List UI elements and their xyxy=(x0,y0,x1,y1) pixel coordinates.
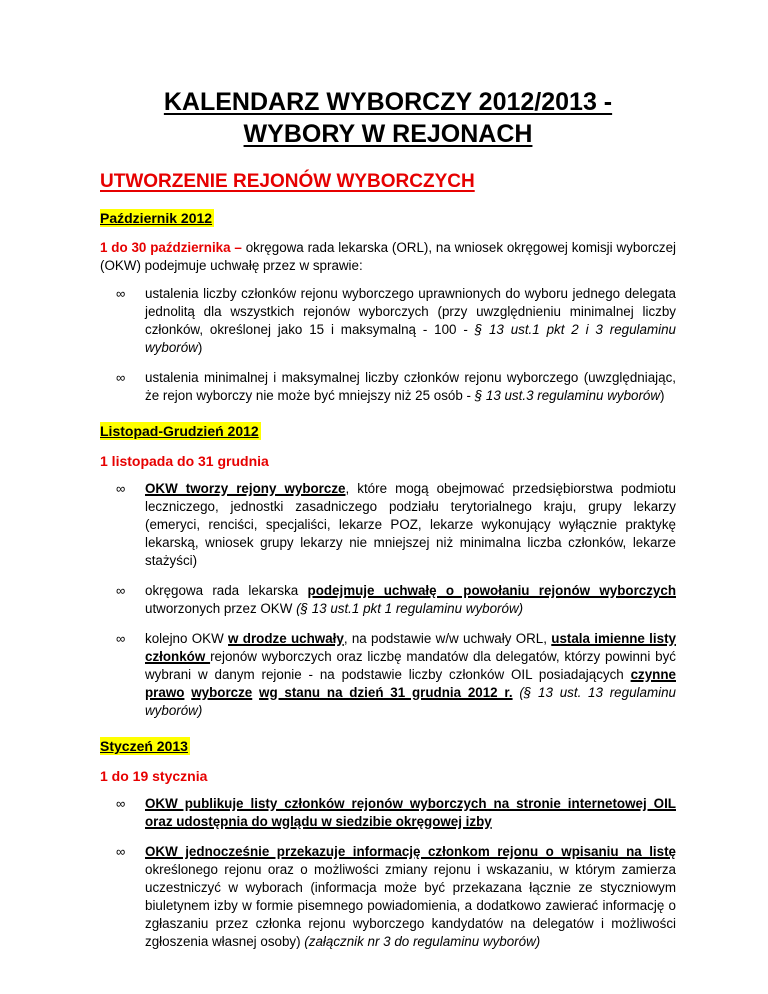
month-block-january xyxy=(100,728,676,755)
title-line-1: KALENDARZ WYBORCZY 2012/2013 - xyxy=(163,88,613,116)
bullet-icon: ∞ xyxy=(116,796,126,811)
regulation-ref: § 13 ust.3 regulaminu wyborów xyxy=(474,388,661,403)
month-label-october: Październik 2012 xyxy=(100,210,213,226)
bullet-icon: ∞ xyxy=(116,481,126,496)
bullet-icon: ∞ xyxy=(116,844,126,859)
regulation-ref: (§ 13 ust.1 pkt 1 regulaminu wyborów) xyxy=(296,601,524,616)
section-heading: UTWORZENIE REJONÓW WYBORCZYCH xyxy=(100,171,475,192)
list-item: ∞ ustalenia liczby członków rejonu wyborczego uprawnionych do wyboru jednego delegata jednolitą dla wszystkich rejonów wyborczych (przy uwzględnieniu minimalnej liczby członków, określonej jako 15 i maksymalną - 100 - § 13 ust.1 pkt 2 i 3 regulaminu wyborów) xyxy=(116,286,676,355)
list-item: ∞ OKW tworzy rejony wyborcze, które mogą obejmować przedsiębiorstwa podmiotu leczniczego, jednostki zasadniczego podziału terytorialnego kraju, grupy lekarzy (emeryci, renciści, specjaliści, lekarze POZ, lekarze wykonujący wyłącznie praktykę lekarską, wniosek grupy lekarzy nie mniejszej niż minimalna liczba członków, lekarze stażyści) xyxy=(116,481,676,568)
october-intro: 1 do 30 października – okręgowa rada lekarska (ORL), na wniosek okręgowej komisji wyborczej (OKW) podejmuje uchwałę przez w sprawie: xyxy=(100,240,677,273)
bullet-icon: ∞ xyxy=(116,631,126,646)
list-item: ∞ ustalenia minimalnej i maksymalnej liczby członków rejonu wyborczego (uwzględniając, że rejon wyborczy nie może być mniejszy niż 25 osób - § 13 ust.3 regulaminu wyborów) xyxy=(116,370,676,403)
october-date-lead: 1 do 30 października – xyxy=(100,240,242,255)
october-list xyxy=(100,285,676,405)
list-item: ∞ OKW jednocześnie przekazuje informację członkom rejonu o wpisaniu na listę określonego rejonu oraz o możliwości zmiany rejonu i wskazaniu, w którym zamierza uczestniczyć w wyborach (informacja może być przekazana łącznie ze styczniowym biuletynem izby w formie pisemnego powiadomienia, a dodatkowo zawierać informację o zgłaszaniu przez członka rejonu wyborczego kandydatów na delegatów i możliwości zgłoszenia własnej osoby) (załącznik nr 3 do regulaminu wyborów) xyxy=(116,844,676,949)
month-label-nov-dec: Listopad-Grudzień 2012 xyxy=(100,423,259,439)
bullet-icon: ∞ xyxy=(116,286,126,301)
nov-dec-list xyxy=(100,480,676,720)
list-item: ∞ okręgowa rada lekarska podejmuje uchwałę o powołaniu rejonów wyborczych utworzonych przez OKW (§ 13 ust.1 pkt 1 regulaminu wyborów) xyxy=(116,583,676,616)
month-block-october xyxy=(100,200,676,227)
document-title xyxy=(100,0,676,150)
january-list xyxy=(100,795,676,951)
month-label-january: Styczeń 2013 xyxy=(100,738,188,754)
bullet-icon: ∞ xyxy=(116,370,126,385)
month-block-nov-dec xyxy=(100,413,676,440)
list-item: ∞ OKW publikuje listy członków rejonów wyborczych na stronie internetowej OIL oraz udostępnia do wglądu w siedzibie okręgowej izby xyxy=(116,796,676,829)
date-head-nov-dec: 1 listopada do 31 grudnia xyxy=(100,453,269,469)
regulation-ref: § 13 ust.1 pkt 2 i 3 regulaminu wyborów xyxy=(145,322,676,355)
date-head-january: 1 do 19 stycznia xyxy=(100,768,208,784)
title-line-2: WYBORY W REJONACH xyxy=(243,120,533,148)
regulation-ref: (§ 13 ust. 13 regulaminu wyborów) xyxy=(145,685,676,718)
regulation-ref: (załącznik nr 3 do regulaminu wyborów) xyxy=(304,934,541,949)
list-item: ∞ kolejno OKW w drodze uchwały, na podstawie w/w uchwały ORL, ustala imienne listy członków rejonów wyborczych oraz liczbę mandatów dla delegatów, którzy powinni być wybrani w danym rejonie - na podstawie liczby członków OIL posiadających czynne prawo wyborcze wg stanu na dzień 31 grudnia 2012 r. (§ 13 ust. 13 regulaminu wyborów) xyxy=(116,631,676,718)
bullet-icon: ∞ xyxy=(116,583,126,598)
